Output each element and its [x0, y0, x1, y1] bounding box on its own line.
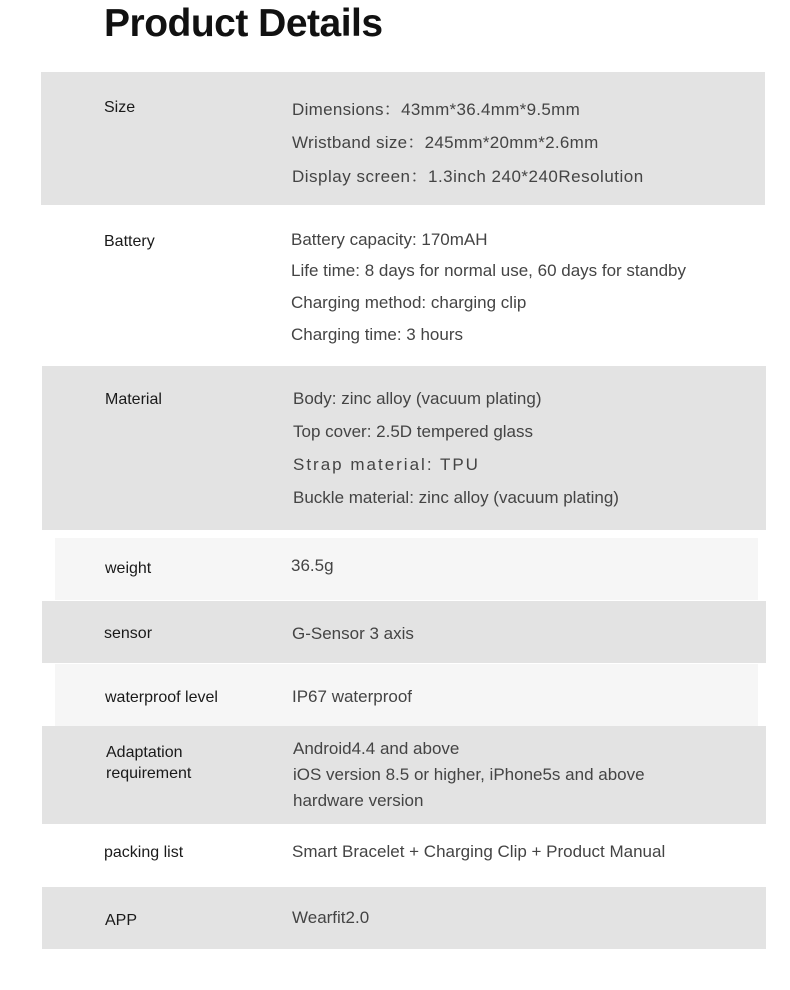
spec-value: Display screen：1.3inch 240*240Resolution [292, 167, 644, 186]
spec-value: Life time: 8 days for normal use, 60 days for standby [291, 261, 686, 280]
spec-label-adaptation-line2: requirement [106, 765, 192, 782]
spec-value: IP67 waterproof [292, 687, 413, 706]
spec-value: 36.5g [291, 556, 334, 575]
spec-label-app: APP [105, 912, 138, 929]
spec-value: Battery capacity: 170mAH [291, 230, 488, 249]
spec-label-packing: packing list [104, 844, 184, 861]
spec-value: iOS version 8.5 or higher, iPhone5s and above [293, 765, 645, 784]
spec-label-sensor: sensor [104, 625, 153, 642]
spec-row-app [42, 887, 766, 949]
spec-row-weight [55, 538, 758, 600]
spec-value: Buckle material: zinc alloy (vacuum plating) [293, 488, 619, 507]
spec-label-waterproof: waterproof level [105, 689, 218, 706]
spec-label-weight: weight [105, 560, 152, 577]
spec-label-size: Size [104, 99, 136, 116]
spec-value: Wristband size：245mm*20mm*2.6mm [292, 133, 599, 152]
spec-label-adaptation-line1: Adaptation [106, 744, 183, 761]
spec-value: Wearfit2.0 [292, 908, 370, 927]
spec-value: G-Sensor 3 axis [292, 624, 414, 643]
spec-value: hardware version [293, 791, 424, 810]
spec-label-battery: Battery [104, 233, 155, 250]
page-title: Product Details [104, 2, 383, 45]
spec-value: Charging method: charging clip [291, 293, 527, 312]
spec-value: Charging time: 3 hours [291, 325, 463, 344]
spec-value: Top cover: 2.5D tempered glass [293, 422, 534, 441]
spec-value: Smart Bracelet + Charging Clip + Product Manual [292, 842, 666, 861]
spec-label-material: Material [105, 391, 162, 408]
spec-value: Body: zinc alloy (vacuum plating) [293, 389, 542, 408]
spec-value: Strap material: TPU [293, 455, 480, 474]
spec-value: Android4.4 and above [293, 739, 460, 758]
spec-value: Dimensions：43mm*36.4mm*9.5mm [292, 100, 581, 119]
